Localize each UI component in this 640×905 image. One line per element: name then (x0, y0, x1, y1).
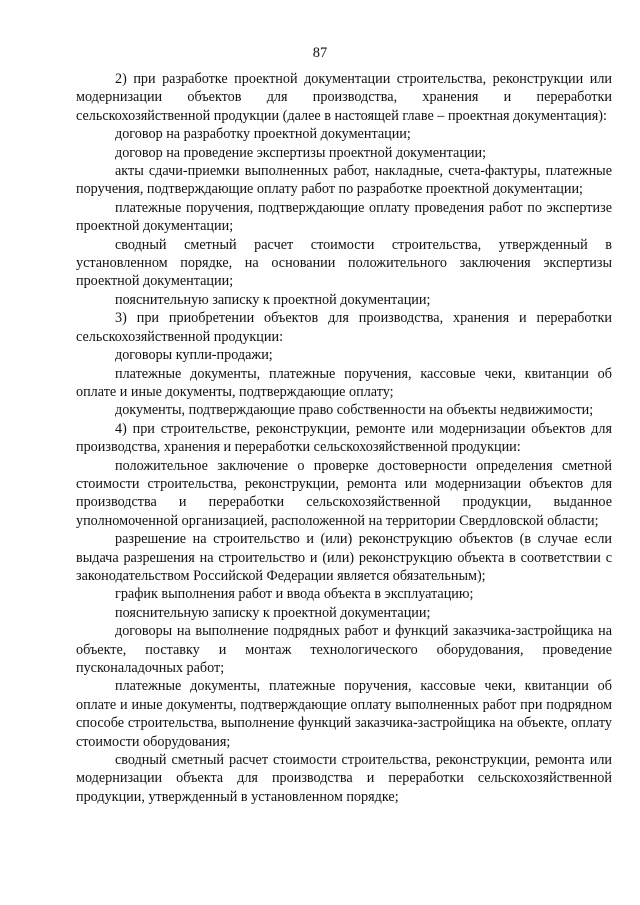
paragraph: платежные поручения, подтверждающие оплату проведения работ по экспертизе проектной документации; (76, 199, 612, 235)
paragraph: разрешение на строительство и (или) реконструкцию объектов (в случае если выдача разрешения на строительство и (или) реконструкцию объекта в соответствии с законодательством Российской Федерации является обязательным); (76, 531, 612, 584)
paragraph: договоры на выполнение подрядных работ и функций заказчика-застройщика на объекте, поставку и монтаж технологического оборудования, проведение пусконаладочных работ; (76, 623, 612, 676)
paragraph: сводный сметный расчет стоимости строительства, утвержденный в установленном порядке, на основании положительного заключения экспертизы проектной документации; (76, 236, 612, 290)
paragraph: пояснительную записку к проектной документации; (115, 604, 431, 621)
paragraph: сводный сметный расчет стоимости строительства, реконструкции, ремонта или модернизации объекта для производства и переработки сельскохозяйственной продукции, утвержденный в установленном порядке; (76, 752, 612, 805)
paragraph: график выполнения работ и ввода объекта в эксплуатацию; (115, 586, 474, 603)
paragraph: положительное заключение о проверке достоверности определения сметной стоимости строительства, реконструкции, ремонта или модернизации объектов для производства и переработки сельскохозяйственной продукции, выданное уполномоченной организацией, расположенной на территории Свердловской области; (76, 457, 612, 529)
page-number: 87 (312, 45, 328, 61)
paragraph: договор на разработку проектной документации; (115, 126, 411, 143)
paragraph: 3) при приобретении объектов для производства, хранения и переработки сельскохозяйственной продукции: (76, 310, 612, 345)
paragraph: платежные документы, платежные поручения, кассовые чеки, квитанции об оплате и иные документы, подтверждающие оплату выполненных работ при подрядном способе строительства, выполнение функций заказчика-застройщика на объекте, оплату стоимости оборудования; (76, 678, 612, 750)
paragraph: документы, подтверждающие право собственности на объекты недвижимости; (115, 402, 594, 419)
paragraph: 4) при строительстве, реконструкции, ремонте или модернизации объектов для производства, хранения и переработки сельскохозяйственной продукции: (76, 420, 612, 456)
paragraph: договор на проведение экспертизы проектной документации; (115, 144, 487, 161)
document-body (76, 70, 612, 806)
paragraph: пояснительную записку к проектной документации; (115, 291, 431, 308)
paragraph: 2) при разработке проектной документации строительства, реконструкции или модернизации объектов для производства, хранения и переработки сельскохозяйственной продукции (далее в настоящей главе – проектная документация): (76, 71, 612, 124)
paragraph: платежные документы, платежные поручения, кассовые чеки, квитанции об оплате и иные документы, подтверждающие оплату; (76, 365, 612, 400)
paragraph: договоры купли-продажи; (115, 347, 273, 364)
paragraph: акты сдачи-приемки выполненных работ, накладные, счета-фактуры, платежные поручения, подтверждающие оплату работ по разработке проектной документации; (76, 163, 612, 198)
